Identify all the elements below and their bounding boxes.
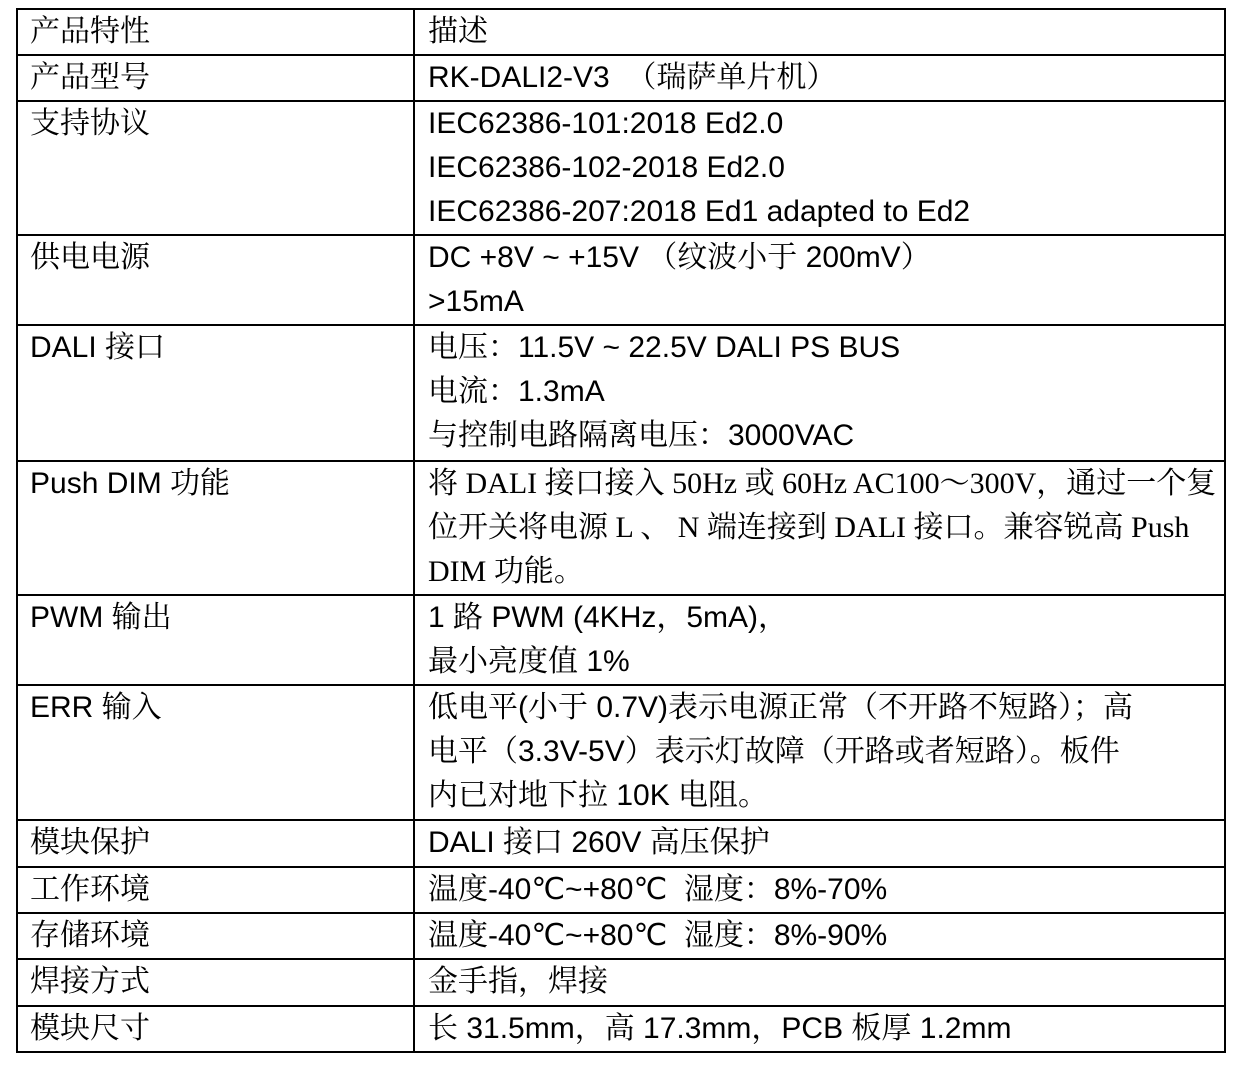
- storage-env-value-cell: [414, 913, 1225, 959]
- dali-voltage-line: 电压：11.5V ~ 22.5V DALI PS BUS: [428, 331, 901, 364]
- err-line-2: 电平（3.3V-5V）表示灯故障（开路或者短路）。板件: [428, 735, 1120, 768]
- dali-isolation-line: 与控制电路隔离电压：3000VAC: [428, 419, 855, 452]
- row-err-input: [17, 685, 1225, 820]
- header-feature-cell: [17, 9, 414, 55]
- power-supply-line-2: >15mA: [428, 285, 524, 318]
- power-supply-label-cell: [17, 235, 414, 325]
- push-dim-line-2: 位开关将电源 L 、 N 端连接到 DALI 接口。兼容锐高 Push: [428, 511, 1190, 544]
- power-supply-line-1: DC +8V ~ +15V （纹波小于 200mV）: [428, 241, 931, 274]
- dimensions-value: 长 31.5mm，高 17.3mm，PCB 板厚 1.2mm: [428, 1012, 1012, 1045]
- row-push-dim: [17, 461, 1225, 595]
- dali-interface-label-cell: [17, 325, 414, 461]
- product-model-value: RK-DALI2-V3 （瑞萨单片机）: [428, 61, 837, 94]
- err-input-value-cell: [414, 685, 1225, 820]
- module-protection-value: DALI 接口 260V 高压保护: [428, 826, 770, 859]
- push-dim-label-cell: [17, 461, 414, 595]
- dimensions-label-cell: [17, 1006, 414, 1052]
- product-model-label: 产品型号: [30, 61, 150, 94]
- header-description-label: 描述: [428, 15, 488, 48]
- err-input-label-cell: [17, 685, 414, 820]
- protocol-line-3: IEC62386-207:2018 Ed1 adapted to Ed2: [428, 195, 971, 228]
- row-module-protection: [17, 820, 1225, 867]
- module-protection-value-cell: [414, 820, 1225, 867]
- dali-current-line: 电流：1.3mA: [428, 375, 605, 408]
- operating-env-value: 温度-40℃~+80℃ 湿度：8%-70%: [428, 873, 888, 906]
- err-input-label: ERR 输入: [30, 691, 162, 724]
- soldering-label-cell: [17, 959, 414, 1006]
- dimensions-value-cell: [414, 1006, 1225, 1052]
- err-line-3: 内已对地下拉 10K 电阻。: [428, 779, 769, 812]
- protocol-line-2: IEC62386-102-2018 Ed2.0: [428, 151, 785, 184]
- operating-env-label: 工作环境: [30, 873, 150, 906]
- module-protection-label-cell: [17, 820, 414, 867]
- protocol-line-1: IEC62386-101:2018 Ed2.0: [428, 107, 784, 140]
- soldering-value: 金手指，焊接: [428, 965, 608, 998]
- product-model-label-cell: [17, 55, 414, 101]
- protocols-label: 支持协议: [30, 107, 150, 140]
- push-dim-value-cell: [414, 461, 1225, 595]
- err-line-1: 低电平(小于 0.7V)表示电源正常（不开路不短路）；高: [428, 691, 1134, 724]
- row-pwm-output: [17, 595, 1225, 685]
- dali-interface-label: DALI 接口: [30, 331, 166, 364]
- protocols-label-cell: [17, 101, 414, 235]
- row-power-supply: [17, 235, 1225, 325]
- pwm-output-label-cell: [17, 595, 414, 685]
- row-soldering-method: [17, 959, 1225, 1006]
- pwm-output-value-cell: [414, 595, 1225, 685]
- operating-env-label-cell: [17, 867, 414, 913]
- power-supply-value-cell: [414, 235, 1225, 325]
- storage-env-label: 存储环境: [30, 919, 150, 952]
- push-dim-line-3: DIM 功能。: [428, 555, 584, 588]
- product-spec-table: [16, 8, 1226, 1053]
- power-supply-label: 供电电源: [30, 241, 150, 274]
- push-dim-label: Push DIM 功能: [30, 467, 231, 500]
- row-dali-interface: [17, 325, 1225, 461]
- row-feature-header: [17, 9, 1225, 55]
- dimensions-label: 模块尺寸: [30, 1012, 150, 1045]
- header-feature-label: 产品特性: [30, 15, 150, 48]
- row-product-model: [17, 55, 1225, 101]
- pwm-line-2: 最小亮度值 1%: [428, 645, 630, 678]
- pwm-line-1: 1 路 PWM (4KHz，5mA)，: [428, 601, 789, 634]
- storage-env-label-cell: [17, 913, 414, 959]
- push-dim-line-1: 将 DALI 接口接入 50Hz 或 60Hz AC100～300V，通过一个复: [428, 467, 1217, 500]
- row-supported-protocols: [17, 101, 1225, 235]
- row-storage-environment: [17, 913, 1225, 959]
- operating-env-value-cell: [414, 867, 1225, 913]
- pwm-output-label: PWM 输出: [30, 601, 172, 634]
- storage-env-value: 温度-40℃~+80℃ 湿度：8%-90%: [428, 919, 888, 952]
- soldering-value-cell: [414, 959, 1225, 1006]
- product-model-value-cell: [414, 55, 1225, 101]
- dali-interface-value-cell: [414, 325, 1225, 461]
- header-description-cell: [414, 9, 1225, 55]
- protocols-value-cell: [414, 101, 1225, 235]
- module-protection-label: 模块保护: [30, 826, 150, 859]
- soldering-label: 焊接方式: [30, 965, 150, 998]
- row-module-dimensions: [17, 1006, 1225, 1052]
- row-operating-environment: [17, 867, 1225, 913]
